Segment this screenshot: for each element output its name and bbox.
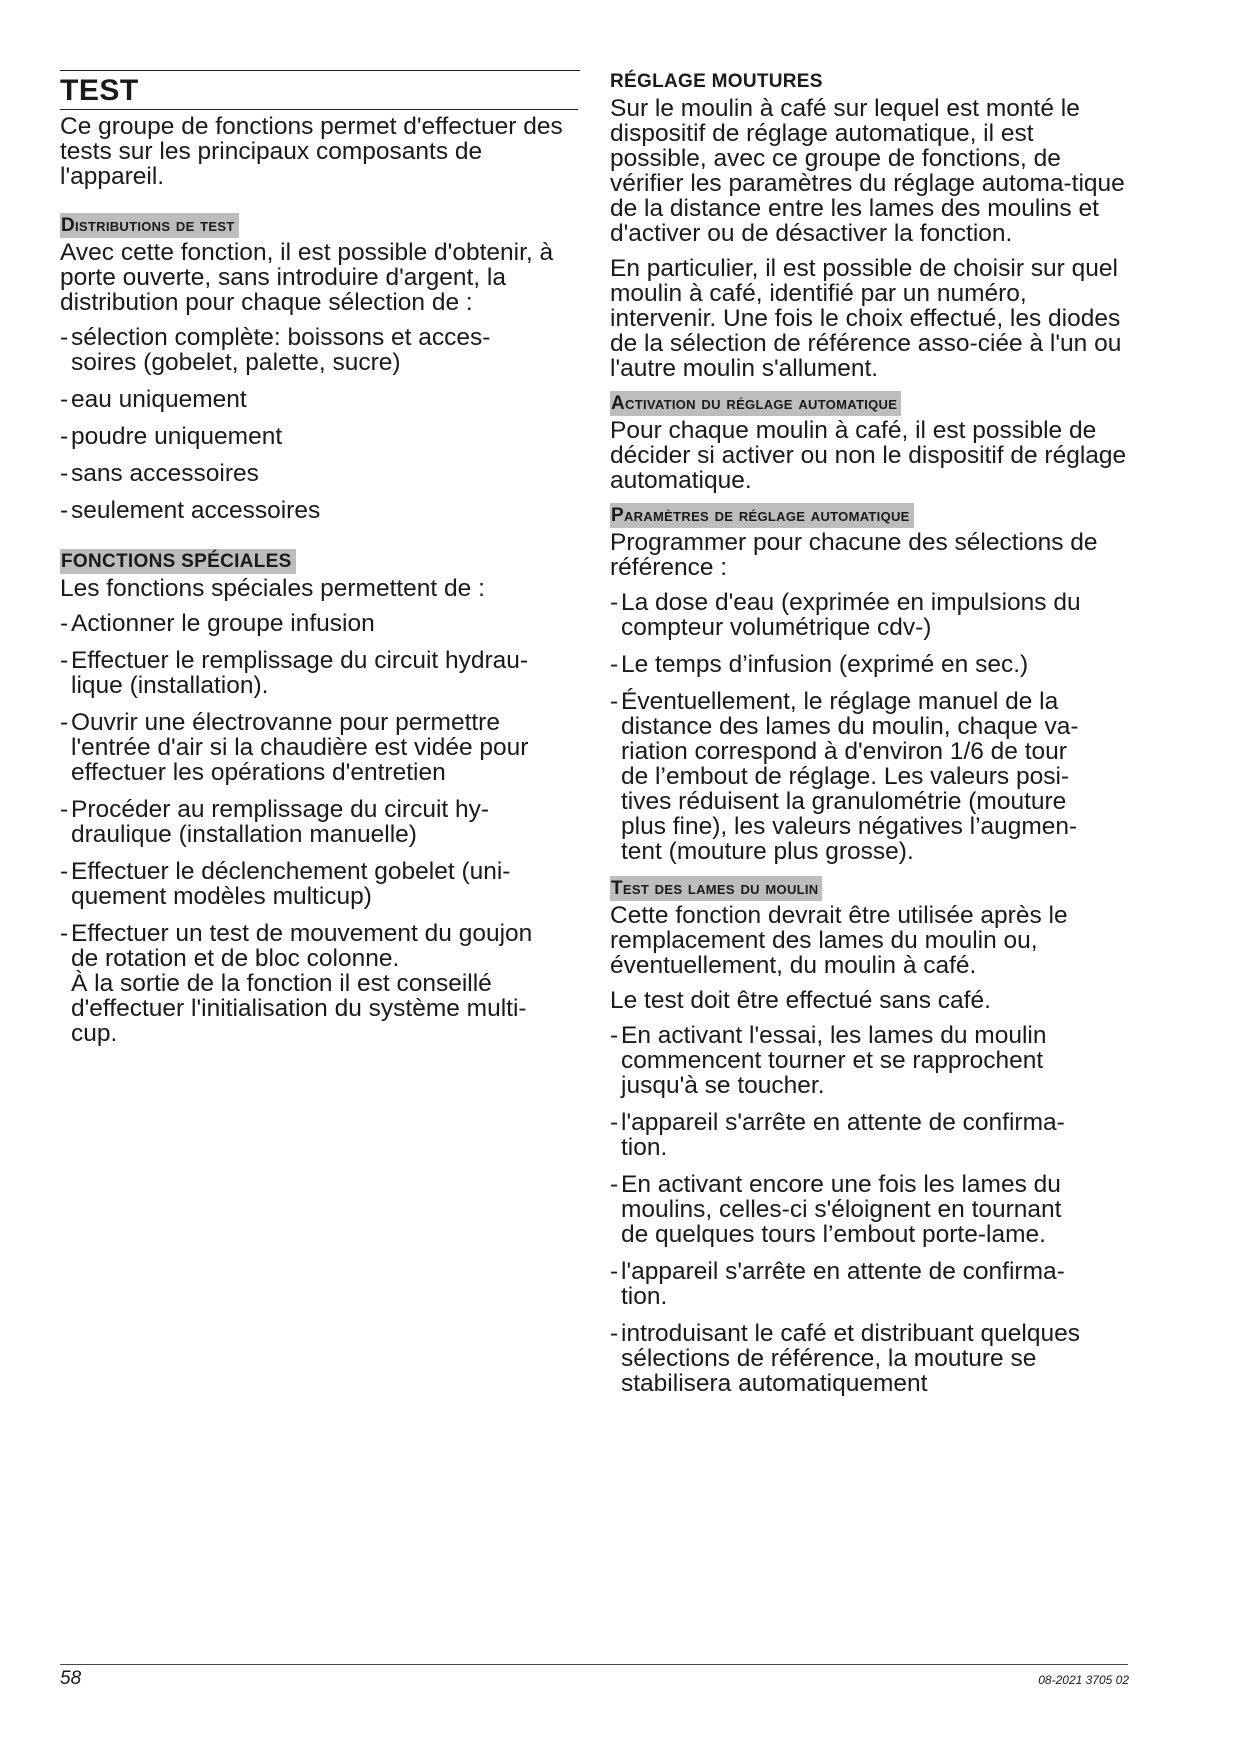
list-item: - Effectuer un test de mouvement du goujon de rotation et de bloc colonne. À la sortie de la fonction il est conseillé d'effectuer l'initialisation du système multi- cup. [60,920,533,1047]
section-heading-speciales: FONCTIONS SPÉCIALES [60,549,296,574]
list-item: - l'appareil s'arrête en attente de confirma- tion. [610,1109,1065,1161]
list-item: - sans accessoires [60,460,259,487]
left-column [60,70,578,1058]
section-heading-distributions: Distributions de test [60,213,239,238]
list-item: - En activant encore une fois les lames du moulins, celles-ci s'éloignent en tournant de quelques tours l’embout porte-lame. [610,1171,1062,1248]
speciales-text: Les fonctions spéciales permettent de : [60,575,485,602]
parametres-text: Programmer pour chacune des sélections de référence : [610,529,1098,581]
intro-paragraph: Ce groupe de fonctions permet d'effectuer des tests sur les principaux composants de l'appareil. [60,113,563,190]
section-heading-parametres: Paramètres de réglage automatique [610,503,914,528]
page-number: 58 [60,1668,82,1689]
list-item: - Actionner le groupe infusion [60,610,375,637]
reglage-paragraph-1: Sur le moulin à café sur lequel est monté le dispositif de réglage automatique, il est possible, avec ce groupe de fonctions, de vérifier les paramètres du réglage automa-tique de la distance entre les lames des moulins et d'activer ou de désactiver la fonction. [610,95,1125,247]
lames-list [610,1023,1130,1396]
list-item: - eau uniquement [60,386,247,413]
list-item: - l'appareil s'arrête en attente de confirma- tion. [610,1258,1065,1310]
list-item: - Procéder au remplissage du circuit hy- draulique (installation manuelle) [60,796,490,848]
list-item: - Le temps d’infusion (exprimé en sec.) [610,651,1029,678]
list-item: - La dose d'eau (exprimée en impulsions du compteur volumétrique cdv-) [610,589,1081,641]
footer-rule [60,1664,1128,1665]
distributions-list [60,325,578,523]
list-item: - sélection complète: boissons et acces- soires (gobelet, palette, sucre) [60,324,491,376]
speciales-list [60,611,578,1046]
section-heading-activation: Activation du réglage automatique [610,391,901,416]
distributions-text: Avec cette fonction, il est possible d'obtenir, à porte ouverte, sans introduire d'argent, la distribution pour chaque sélection de : [60,239,554,316]
section-heading-reglage: RÉGLAGE MOUTURES [610,71,823,92]
section-heading-lames: Test des lames du moulin [610,876,822,901]
list-item: - Ouvrir une électrovanne pour permettre l'entrée d'air si la chaudière est vidée pour effectuer les opérations d'entretien [60,709,529,786]
lames-paragraph-1: Cette fonction devrait être utilisée après le remplacement des lames du moulin ou, éventuellement, du moulin à café. [610,902,1068,979]
list-item: - Éventuellement, le réglage manuel de la distance des lames du moulin, chaque va- riation correspond à d'environ 1/6 de tour de l’embout de réglage. Les valeurs posi- tives réduisent la granulométrie (mouture plus fine), les valeurs négatives l’augmen- tent (mouture plus grosse). [610,688,1079,865]
lames-paragraph-2: Le test doit être effectué sans café. [610,987,991,1014]
list-item: - seulement accessoires [60,497,321,524]
list-item: - poudre uniquement [60,423,283,450]
list-item: - Effectuer le remplissage du circuit hydrau- lique (installation). [60,647,529,699]
list-item: - En activant l'essai, les lames du moulin commencent tourner et se rapprochent jusqu'à se toucher. [610,1022,1047,1099]
page-title: TEST [60,71,578,110]
reglage-paragraph-2: En particulier, il est possible de choisir sur quel moulin à café, identifié par un numéro, intervenir. Une fois le choix effectué, les diodes de la sélection de référence asso-ciée à l'un ou l'autre moulin s'allument. [610,255,1122,382]
parametres-list [610,590,1130,864]
list-item: - introduisant le café et distribuant quelques sélections de référence, la mouture se stabilisera automatiquement [610,1320,1080,1397]
document-code: 08-2021 3705 02 [1038,1673,1129,1687]
right-column [610,70,1130,1408]
activation-text: Pour chaque moulin à café, il est possible de décider si activer ou non le dispositif de réglage automatique. [610,417,1127,494]
list-item: - Effectuer le déclenchement gobelet (uni- quement modèles multicup) [60,858,511,910]
